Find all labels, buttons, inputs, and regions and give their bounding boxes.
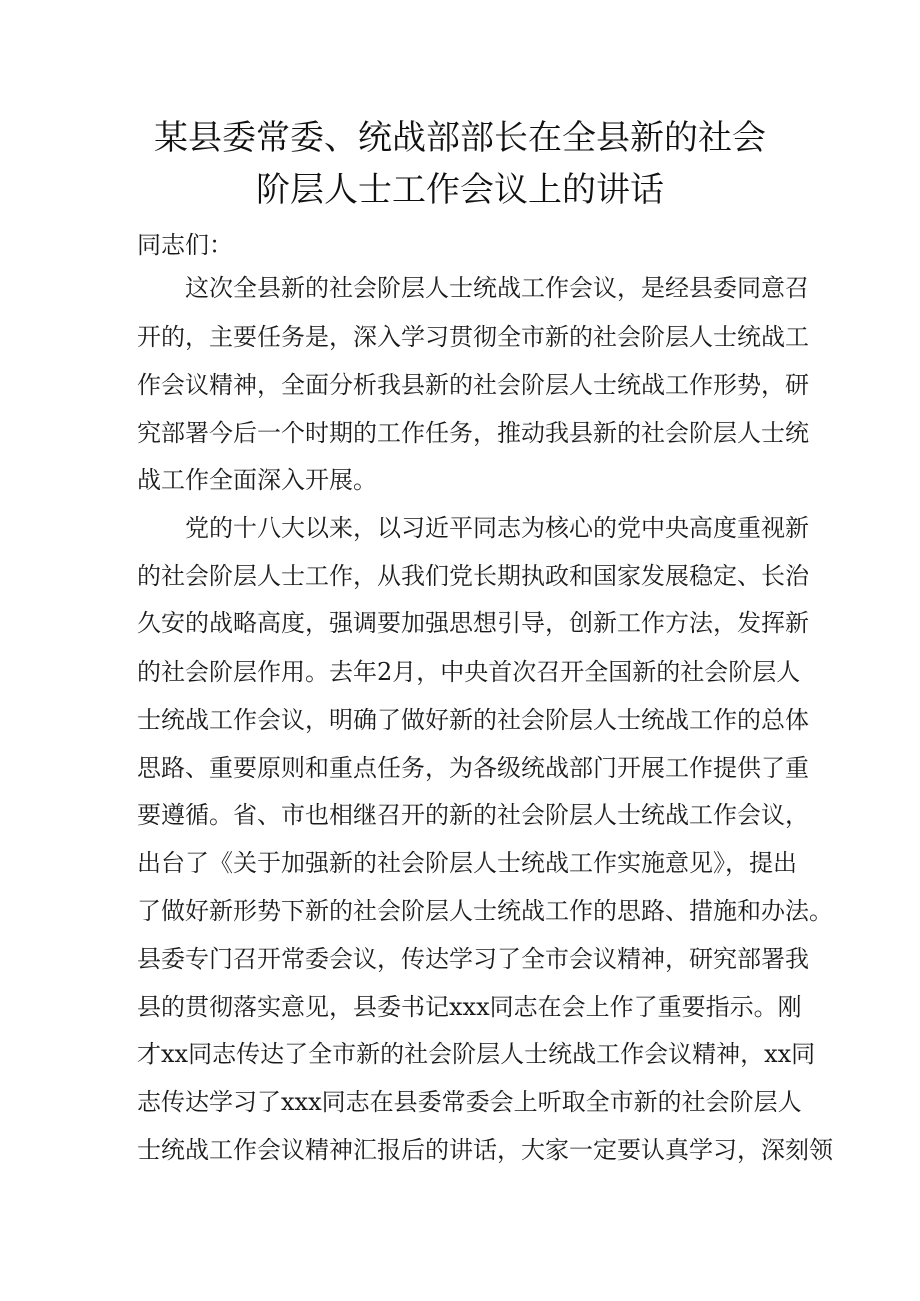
salutation: 同志们： xyxy=(137,231,233,259)
paragraph-line: 的社会阶层人士工作，从我们党长期执政和国家发展稳定、长治 xyxy=(137,562,809,590)
paragraph-line: 士统战工作会议精神汇报后的讲话，大家一定要认真学习，深刻领 xyxy=(137,1136,833,1164)
paragraph-line: 县的贯彻落实意见，县委书记xxx同志在会上作了重要指示。刚 xyxy=(137,993,802,1021)
paragraph-line: 党的十八大以来，以习近平同志为核心的党中央高度重视新 xyxy=(185,514,809,542)
paragraph-line: 作会议精神，全面分析我县新的社会阶层人士统战工作形势，研 xyxy=(137,371,809,399)
paragraph-line: 出台了《关于加强新的社会阶层人士统战工作实施意见》，提出 xyxy=(137,849,797,877)
paragraph-line: 这次全县新的社会阶层人士统战工作会议，是经县委同意召 xyxy=(185,274,809,302)
paragraph-line: 要遵循。省、市也相继召开的新的社会阶层人士统战工作会议， xyxy=(137,801,809,829)
paragraph-line: 县委专门召开常委会议，传达学习了全市会议精神，研究部署我 xyxy=(137,945,809,973)
paragraph-line: 久安的战略高度，强调要加强思想引导，创新工作方法，发挥新 xyxy=(137,609,809,637)
paragraph-line: 思路、重要原则和重点任务，为各级统战部门开展工作提供了重 xyxy=(137,754,809,782)
paragraph-line: 志传达学习了xxx同志在县委常委会上听取全市新的社会阶层人 xyxy=(137,1088,802,1116)
paragraph-line: 才xx同志传达了全市新的社会阶层人士统战工作会议精神，xx同 xyxy=(137,1040,816,1068)
paragraph-line: 的社会阶层作用。去年2月，中央首次召开全国新的社会阶层人 xyxy=(137,658,801,686)
paragraph-line: 开的，主要任务是，深入学习贯彻全市新的社会阶层人士统战工 xyxy=(137,323,809,351)
document-title-line-1: 某县委常委、统战部部长在全县新的社会 xyxy=(154,118,766,158)
paragraph-line: 了做好新形势下新的社会阶层人士统战工作的思路、措施和办法。 xyxy=(137,897,833,925)
paragraph-line: 士统战工作会议，明确了做好新的社会阶层人士统战工作的总体 xyxy=(137,706,809,734)
document-title-line-2: 阶层人士工作会议上的讲话 xyxy=(256,170,664,210)
paragraph-line: 究部署今后一个时期的工作任务，推动我县新的社会阶层人士统 xyxy=(137,419,809,447)
paragraph-line: 战工作全面深入开展。 xyxy=(137,466,377,494)
